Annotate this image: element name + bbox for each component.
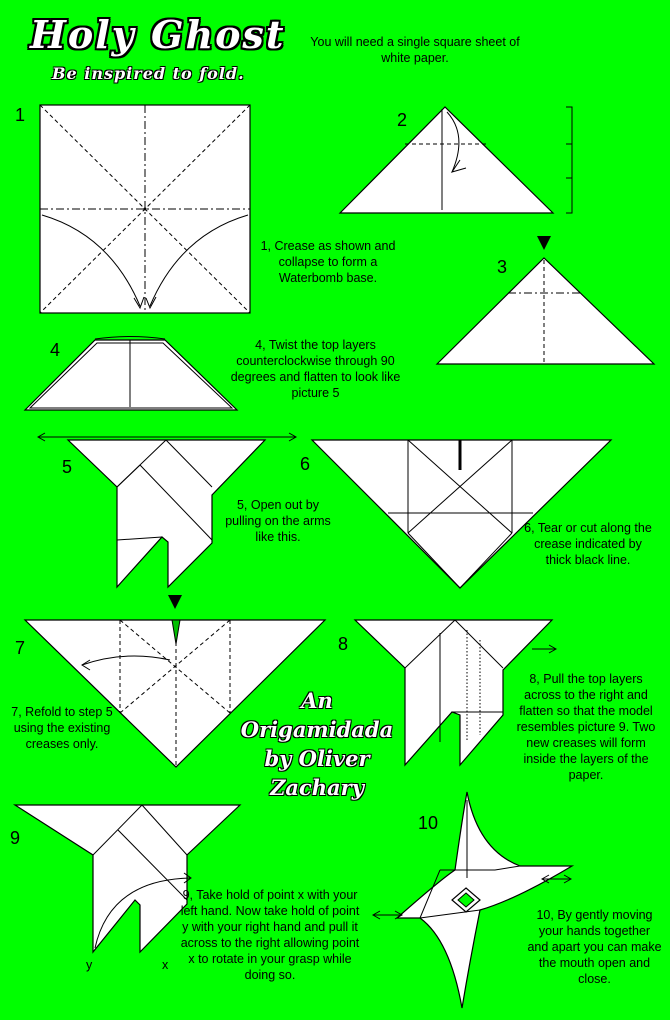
diagram-step-2 [340, 107, 572, 213]
point-y-label: y [86, 958, 93, 972]
step-number-3: 3 [497, 257, 508, 277]
step-number-2: 2 [397, 110, 408, 130]
step-text-4: 4, Twist the top layers counterclockwise through 90 degrees and flatten to look like picture 5 [230, 338, 401, 400]
step-number-8: 8 [338, 634, 349, 654]
step-number-7: 7 [15, 638, 26, 658]
author-credit [232, 686, 402, 802]
credit-line-4: Zachary [270, 775, 364, 800]
step-text-8: 8, Pull the top layers across to the right and flatten so that the model resembles picture 9. Two new creases will form inside the layers of the paper. [516, 672, 656, 782]
step-number-10: 10 [418, 813, 439, 833]
point-x-label: x [162, 958, 169, 972]
step-text-10: 10, By gently moving your hands together and apart you can make the mouth open and close. [527, 908, 662, 986]
step-text-6: 6, Tear or cut along the crease indicated by thick black line. [524, 521, 652, 567]
step-text-9: 9, Take hold of point x with your left hand. Now take hold of point y with your right hand and pull it across to the right allowing point x to rotate in your grasp while doing so. [180, 888, 360, 982]
step-number-5: 5 [62, 457, 73, 477]
step-text-5: 5, Open out by pulling on the arms like this. [225, 498, 331, 544]
step-number-1: 1 [15, 105, 26, 125]
step-text-1: 1, Crease as shown and collapse to form a Waterbomb base. [260, 239, 396, 285]
credit-line-2: Origamidada [240, 717, 394, 742]
intro-text: You will need a single square sheet of white paper. [310, 35, 520, 65]
step-number-6: 6 [300, 454, 311, 474]
page-subtitle: Be inspired to fold. [52, 64, 245, 83]
diagram-step-3 [437, 236, 654, 364]
page-title: Holy Ghost [30, 12, 286, 57]
step-text-7: 7, Refold to step 5 using the existing creases only. [11, 705, 113, 751]
step-number-9: 9 [10, 828, 21, 848]
step-number-4: 4 [50, 340, 61, 360]
credit-line-3: by Oliver [264, 746, 370, 771]
diagram-step-1 [40, 105, 250, 313]
credit-line-1: An [301, 688, 333, 713]
